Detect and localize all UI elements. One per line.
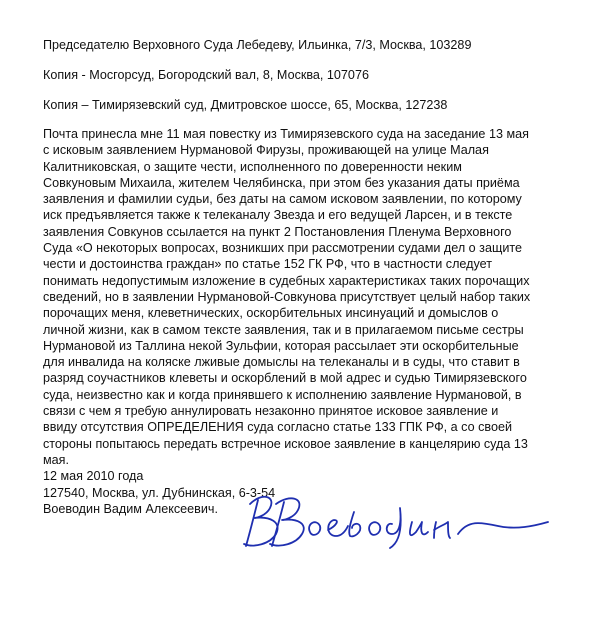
date-line: 12 мая 2010 года <box>43 469 144 484</box>
signature-stroke <box>328 520 348 536</box>
signature-stroke <box>458 522 548 534</box>
signature-stroke <box>434 522 450 538</box>
body-line: мая. <box>43 452 69 467</box>
body-line: Совкуновым Михаила, жителем Челябинска, при этом без указания даты приёма <box>43 175 520 190</box>
letter-body <box>43 126 591 517</box>
body-line: порочащих меня, клеветнических, оскорбительных инсинуаций и домыслов о <box>43 306 499 321</box>
body-line: связи с чем я требую аннулировать незаконно принятое исковое заявление и <box>43 404 499 419</box>
body-line: суда, неизвестно как и когда принявшего к исполнению заявление Нурмановой, в <box>43 387 522 402</box>
body-line: понимать недопустимым изложение в судебных характеристиках таких порочащих <box>43 273 530 288</box>
addressee-supreme-court: Председателю Верховного Суда Лебедеву, Ильинка, 7/3, Москва, 103289 <box>43 38 472 52</box>
signature-stroke <box>246 500 258 546</box>
signature-stroke <box>387 508 401 548</box>
body-line: Калитниковская, о защите чести, исполненного по доверенности неким <box>43 159 462 174</box>
signature-stroke <box>410 522 428 535</box>
signature-stroke <box>309 522 320 535</box>
sender-name: Воеводин Вадим Алексеевич. <box>43 501 218 516</box>
signature-stroke <box>369 522 380 535</box>
body-line: чести и достоинства граждан» по статье 152 ГК РФ, что в частности следует <box>43 257 493 272</box>
handwritten-signature <box>236 492 556 552</box>
body-line: стороны попытаюсь передать встречное исковое заявление в канцелярию суда 13 <box>43 436 528 451</box>
body-line: Суда «О некоторых вопросах, возникших при рассмотрении судами дел о защите <box>43 241 522 256</box>
body-line: заявления и фамилии судьи, без даты на самом исковом заявлении, по которому <box>43 192 522 207</box>
body-line: сведений, но в заявлении Нурмановой-Совкунова присутствует целый набор таких <box>43 289 531 304</box>
sender-address: 127540, Москва, ул. Дубнинская, 6-3-54 <box>43 485 276 500</box>
addressee-mosgorsud-copy: Копия - Мосгорсуд, Богородский вал, 8, Москва, 107076 <box>43 68 369 82</box>
addressee-timiryazevsky-copy: Копия – Тимирязевский суд, Дмитровское шоссе, 65, Москва, 127238 <box>43 98 448 112</box>
body-line: Почта принесла мне 11 мая повестку из Тимирязевского суда на заседание 13 мая <box>43 127 529 141</box>
body-line: разряд соучастников клеветы и оскорблений в мой адрес и судью Тимирязевского <box>43 371 527 386</box>
signature-stroke <box>272 502 284 546</box>
body-line: для инвалида на коляске лживые домыслы на телеканалы и в суды, что ставит в <box>43 355 520 370</box>
body-line: заявления Совкунов ссылается на пункт 2 Постановления Пленума Верховного <box>43 224 512 239</box>
signature-stroke <box>349 512 360 536</box>
body-line: Нурмановой из Таллина некой Зульфии, которая рассылает эти оскорбительные <box>43 338 519 353</box>
body-line: личной жизни, как в самом тексте заявления, так и в прилагаемом письме сестры <box>43 322 524 337</box>
body-line: с исковым заявлением Нурмановой Фирузы, проживающей на улице Малая <box>43 143 489 158</box>
body-line: ввиду отсутствия ОПРЕДЕЛЕНИЯ суда согласно статье 133 ГПК РФ, а со своей <box>43 420 512 435</box>
body-line: иск предъявляется также к телеканалу Звезда и его ведущей Ларсен, и в тексте <box>43 208 513 223</box>
